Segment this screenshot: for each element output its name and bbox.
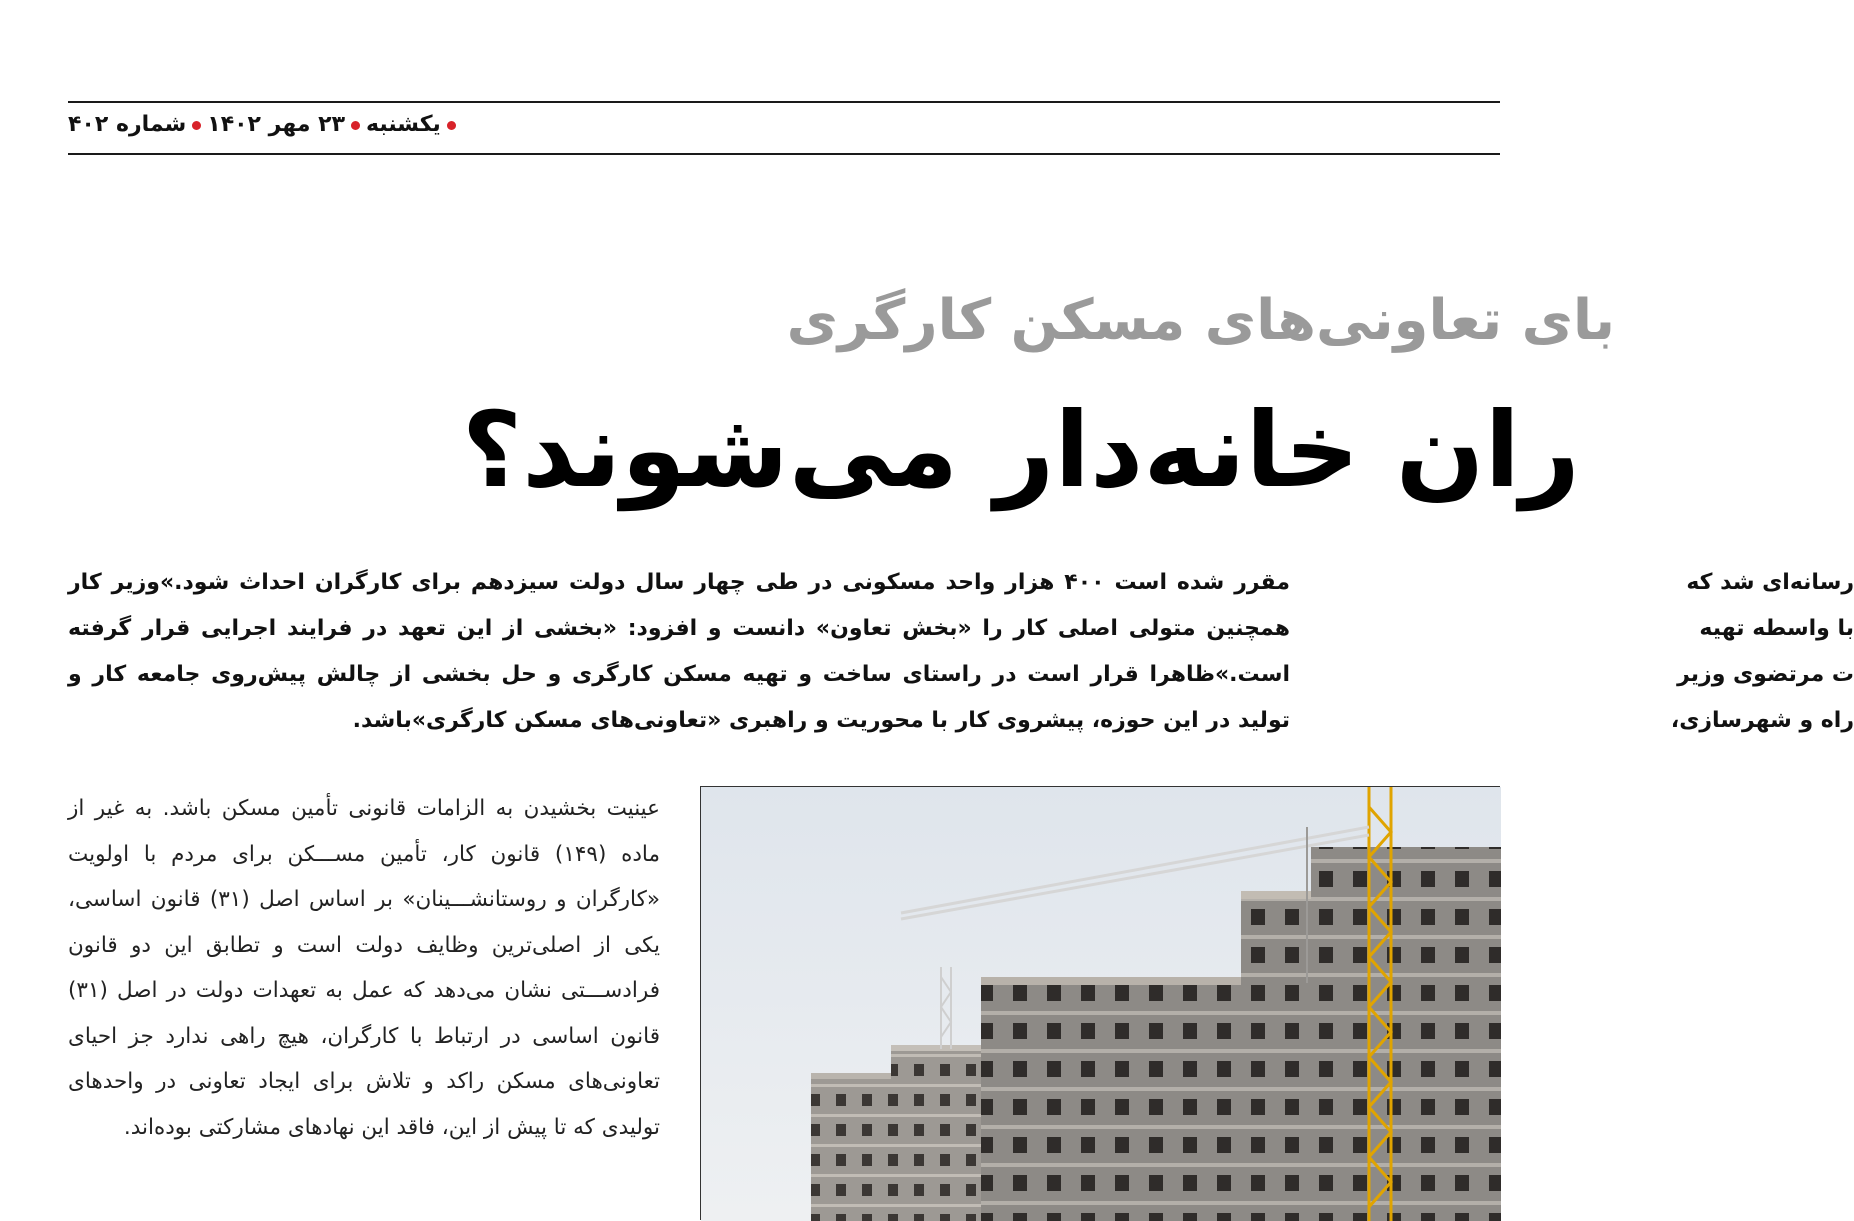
issue-weekday: یکشنبه [366, 112, 441, 137]
lead-side-line: ت مرتضوی وزیر [1677, 662, 1854, 687]
bullet-dot-icon [192, 121, 201, 130]
issue-number: شماره ۴۰۲ [68, 112, 187, 137]
header-divider [68, 153, 1500, 155]
bullet-dot-icon [447, 121, 456, 130]
lead-paragraph: مقرر شده است ۴۰۰ هزار واحد مسکونی در طی چهار سال دولت سیزدهم برای کارگران احداث شود.»وزیر کار همچنین متولی اصلی کار را «بخش تعاون» دانست و افزود: «بخشی از این تعهد در فرایند اجرایی قرار گرفته است.»ظاهرا قرار است در راستای ساخت و تهیه مسکن کارگری و حل بخشی از چالش پیش‌روی جامعه کار و تولید در این حوزه، پیشروی کار با محوریت و راهبری «تعاونی‌های مسکن کارگری»باشد. [68, 570, 1291, 733]
bullet-dot-icon [351, 121, 360, 130]
construction-photo [700, 786, 1500, 1220]
issue-dateline [68, 112, 462, 137]
lead-side-line: راه و شهرسازی، [1670, 708, 1854, 733]
headline-title: ران خانه‌دار می‌شوند؟ [461, 389, 1580, 511]
issue-date: ۲۳ مهر ۱۴۰۲ [207, 112, 345, 137]
headline-kicker: بای تعاونی‌های مسکن کارگری [786, 288, 1615, 353]
construction-photo-icon [701, 787, 1501, 1221]
lead-side-line: رسانه‌ای شد که [1686, 570, 1854, 595]
lead-side-column [1334, 560, 1854, 750]
body-paragraph: عینیت بخشیدن به الزامات قانونی تأمین مسکن باشد. به غیر از ماده (۱۴۹) قانون کار، تأمین مســـکن برای مردم با اولویت «کارگران و روستانشـــینان» بر اساس اصل (۳۱) قانون اساسی، یکی از اصلی‌ترین وظایف دولت است و تطابق این دو قانون فرادســـتی نشان می‌دهد که عمل به تعهدات دولت در اصل (۳۱) قانون اساسی در ارتباط با کارگران، هیچ راهی ندارد جز احیای تعاونی‌های مسکن راکد و تلاش برای ایجاد تعاونی در واحدهای تولیدی که تا پیش از این، فاقد این نهادهای مشارکتی بوده‌اند. [68, 796, 660, 1140]
top-rule [68, 101, 1500, 103]
lead-side-line: با واسطه تهیه [1699, 616, 1854, 641]
